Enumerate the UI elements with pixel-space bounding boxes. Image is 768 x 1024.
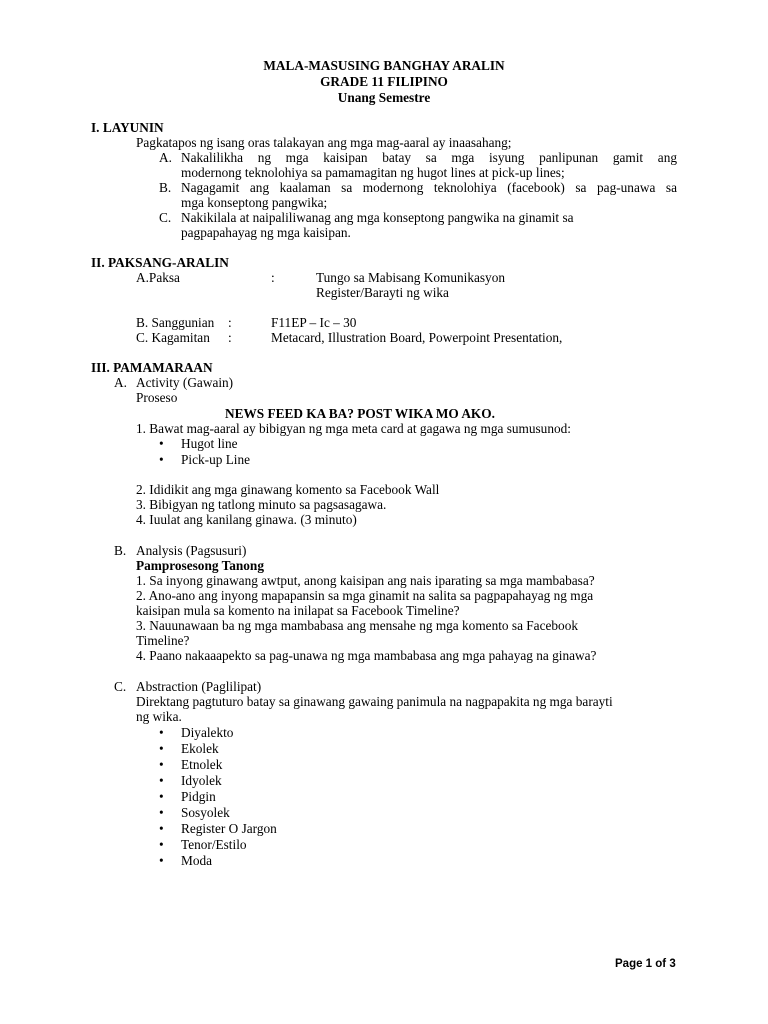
abstraction-label: C. [114,679,127,694]
objective-c-label: C. [159,210,172,225]
activity-step-2: 2. Ididikit ang mga ginawang komento sa Facebook Wall [136,482,440,497]
list-item: • Sosyolek [181,805,230,821]
abstraction-title: Abstraction (Paglilipat) [136,679,262,694]
objective-b-label: B. [159,180,172,195]
question-3-line2: Timeline? [136,633,190,648]
list-item: • Diyalekto [181,725,233,741]
kagamitan-label: C. Kagamitan [136,330,210,345]
list-item: • Idyolek [181,773,222,789]
objective-b-line2: mga konseptong pangwika; [181,195,328,210]
paksa-value-2: Register/Barayti ng wika [316,285,449,300]
sanggunian-value: F11EP – Ic – 30 [271,315,357,330]
kagamitan-colon: : [228,330,232,345]
sanggunian-label: B. Sanggunian [136,315,215,330]
layunin-intro: Pagkatapos ng isang oras talakayan ang mga mag-aaral ay inaasahang; [136,135,512,150]
objective-a-line2: modernong teknolohiya sa pamamagitan ng hugot lines at pick-up lines; [181,165,565,180]
question-3-line1: 3. Nauunawaan ba ng mga mambabasa ang mensahe ng mga komento sa Facebook [136,618,578,633]
question-1: 1. Sa inyong ginawang awtput, anong kaisipan ang nais iparating sa mga mambabasa? [136,573,595,588]
objective-b-line1: Nagagamit ang kaalaman sa modernong teknolohiya (facebook) sa pag-unawa sa [181,180,677,195]
analysis-title: Analysis (Pagsusuri) [136,543,247,558]
objective-c-line2: pagpapahayag ng mga kaisipan. [181,225,351,240]
paksang-aralin-heading: II. PAKSANG-ARALIN [91,255,229,270]
paksa-label: A.Paksa [136,270,180,285]
activity-label: A. [114,375,127,390]
list-item: • Pidgin [181,789,216,805]
analysis-label: B. [114,543,127,558]
pamprosesong-tanong-heading: Pamprosesong Tanong [136,558,264,573]
question-2-line1: 2. Ano-ano ang inyong mapapansin sa mga ginamit na salita sa pagpapahayag ng mga [136,588,594,603]
activity-step-4: 4. Iuulat ang kanilang ginawa. (3 minuto) [136,512,357,527]
activity-step-1: 1. Bawat mag-aaral ay bibigyan ng mga meta card at gagawa ng mga sumusunod: [136,421,571,436]
layunin-heading: I. LAYUNIN [91,120,164,135]
news-feed-title: NEWS FEED KA BA? POST WIKA MO AKO. [225,406,495,421]
question-2-line2: kaisipan mula sa komento na inilapat sa Facebook Timeline? [136,603,460,618]
abstraction-desc-line2: ng wika. [136,709,182,724]
list-item: • Moda [181,853,212,869]
list-item: • Register O Jargon [181,821,277,837]
grade-title: GRADE 11 FILIPINO [320,74,448,89]
abstraction-desc-line1: Direktang pagtuturo batay sa ginawang gawaing panimula na nagpapakita ng mga barayti [136,694,613,709]
paksa-colon: : [271,270,275,285]
kagamitan-value: Metacard, Illustration Board, Powerpoint Presentation, [271,330,563,345]
pamamaraan-heading: III. PAMAMARAAN [91,360,213,375]
question-4: 4. Paano nakaaapekto sa pag-unawa ng mga mambabasa ang mga pahayag na ginawa? [136,648,597,663]
list-item: • Etnolek [181,757,222,773]
proseso-label: Proseso [136,390,178,405]
list-item: • Pick-up Line [181,452,250,468]
list-item: • Hugot line [181,436,238,452]
sanggunian-colon: : [228,315,232,330]
activity-step-3: 3. Bibigyan ng tatlong minuto sa pagsasagawa. [136,497,387,512]
list-item: • Ekolek [181,741,219,757]
objective-a-label: A. [159,150,172,165]
document-title: MALA-MASUSING BANGHAY ARALIN [263,58,505,73]
paksa-value-1: Tungo sa Mabisang Komunikasyon [316,270,505,285]
list-item: • Tenor/Estilo [181,837,247,853]
activity-title: Activity (Gawain) [136,375,234,390]
objective-c-line1: Nakikilala at naipaliliwanag ang mga konseptong pangwika na ginamit sa [181,210,574,225]
page-number: Page 1 of 3 [615,958,676,970]
objective-a-line1: Nakalilikha ng mga kaisipan batay sa mga isyung panlipunan gamit ang [181,150,677,165]
semester-title: Unang Semestre [337,90,431,105]
